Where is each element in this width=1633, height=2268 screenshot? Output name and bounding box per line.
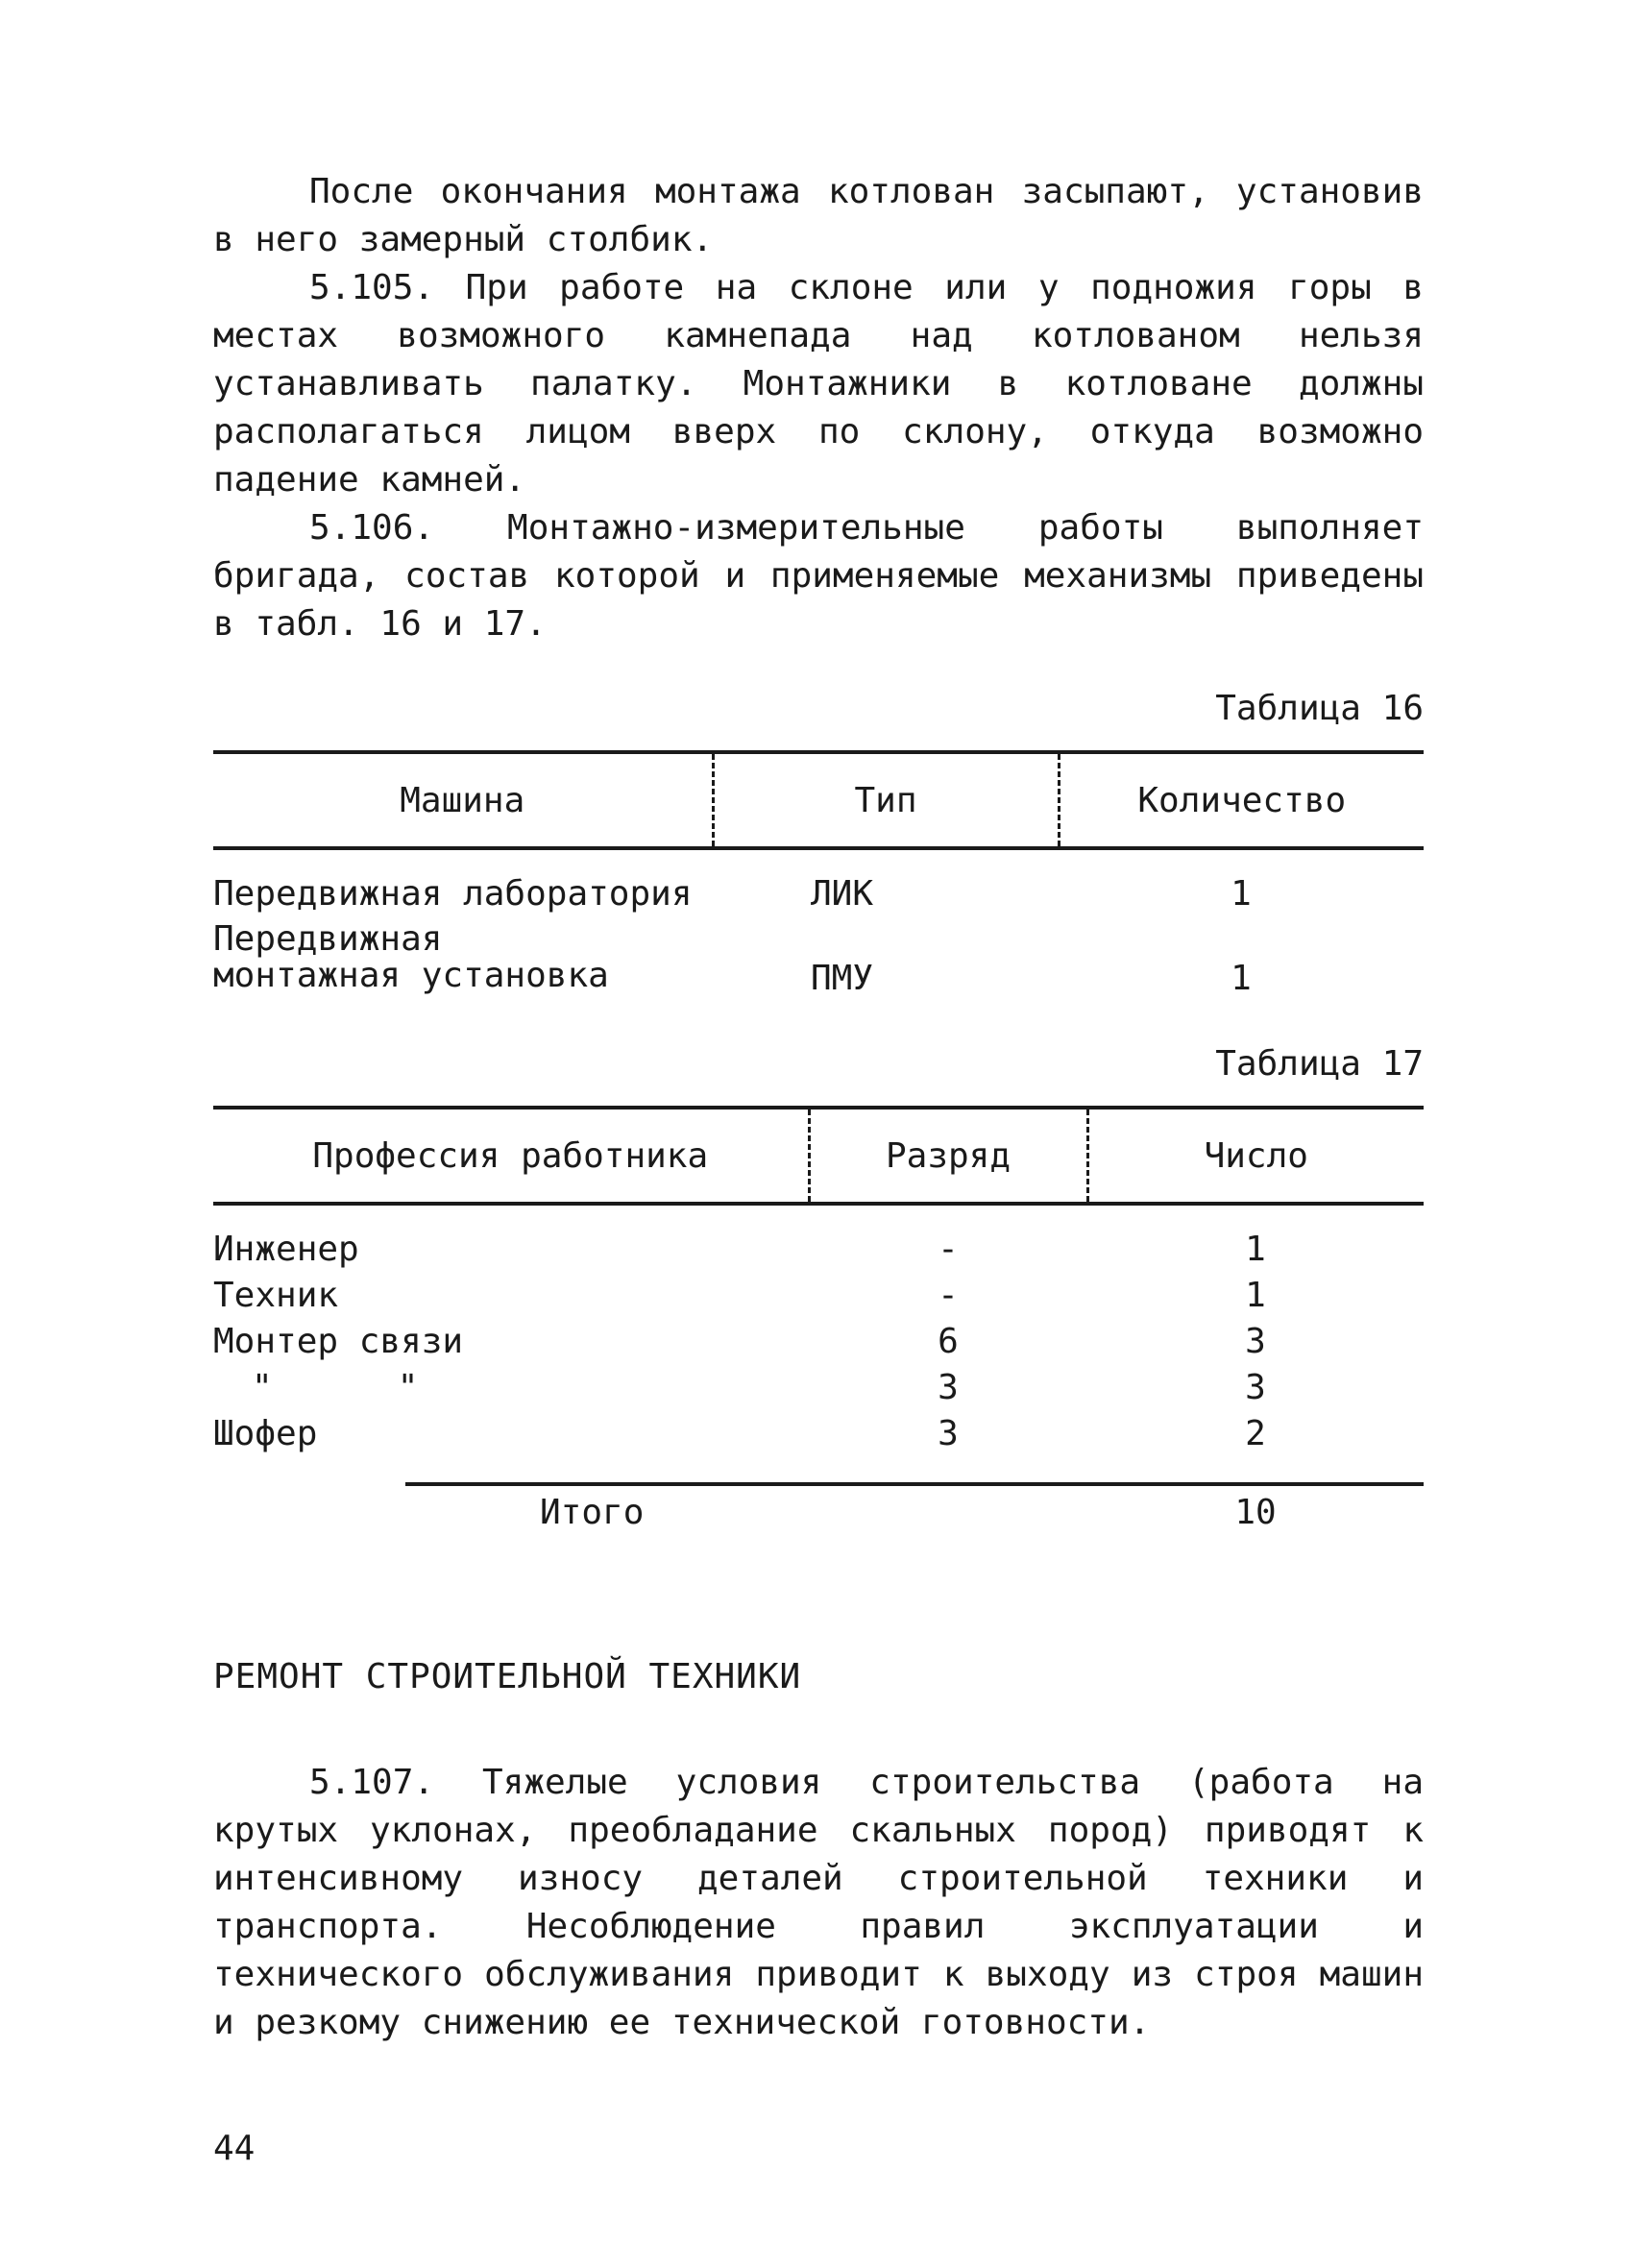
paragraph-5-107: 5.107. Тяжелые условия строительства (работа на крутых уклонах, преобладание скальных пород) приводят к интенсивному износу деталей строительной техники и транспорта. Несоблюдение правил эксплуатации и технического обслуживания приводит к выходу из строя машин и резкому снижению ее технической готовности. (213, 1763, 1424, 2042)
table-row (213, 917, 1424, 1002)
table-16 (213, 750, 1424, 1002)
table-row (213, 848, 1424, 917)
document-page (213, 168, 1424, 2047)
cell-grade: - (938, 1230, 959, 1269)
col-header-machine: Машина (213, 752, 713, 848)
table-17 (213, 1106, 1424, 1536)
col-header-quantity: Количество (1059, 752, 1424, 848)
table-header-row (213, 752, 1424, 848)
table-row (213, 1365, 1424, 1411)
page-number: 44 (213, 2129, 256, 2168)
cell-profession-ditto: " " (252, 1368, 419, 1407)
cell-grade: - (938, 1276, 959, 1315)
cell-count: 3 (1245, 1322, 1266, 1361)
cell-machine: Передвижная лаборатория (213, 874, 693, 914)
table-row (213, 1319, 1424, 1365)
paragraph-backfill: После окончания монтажа котлован засыпают, установив в него замерный столбик. (213, 172, 1424, 259)
cell-type: ПМУ (811, 959, 874, 998)
table-row (213, 1411, 1424, 1457)
total-value: 10 (1234, 1493, 1277, 1532)
col-header-count: Число (1087, 1108, 1424, 1204)
paragraph-5-106: 5.106. Монтажно-измерительные работы выполняет бригада, состав которой и применяемые механизмы приведены в табл. 16 и 17. (213, 508, 1424, 644)
cell-grade: 3 (938, 1368, 959, 1407)
table-row (213, 1273, 1424, 1319)
table-17-caption: Таблица 17 (1215, 1044, 1424, 1084)
cell-profession: Инженер (213, 1230, 359, 1269)
section-heading: РЕМОНТ СТРОИТЕЛЬНОЙ ТЕХНИКИ (213, 1657, 802, 1696)
col-header-type: Тип (713, 752, 1059, 848)
cell-grade: 3 (938, 1414, 959, 1453)
table-row (213, 1204, 1424, 1273)
cell-count: 3 (1245, 1368, 1266, 1407)
total-separator (213, 1457, 1424, 1486)
cell-type: ЛИК (811, 874, 874, 914)
col-header-grade: Разряд (809, 1108, 1087, 1204)
total-rule (1087, 1457, 1424, 1486)
total-row (213, 1486, 1424, 1536)
cell-machine: Передвижная монтажная установка (213, 919, 609, 995)
cell-quantity: 1 (1231, 959, 1252, 998)
total-rule (405, 1457, 809, 1486)
cell-grade: 6 (938, 1322, 959, 1361)
cell-count: 1 (1245, 1230, 1266, 1269)
cell-profession: Монтер связи (213, 1322, 464, 1361)
total-rule (809, 1457, 1087, 1486)
cell-profession: Шофер (213, 1414, 318, 1453)
paragraph-5-105: 5.105. При работе на склоне или у подножия горы в местах возможного камнепада над котлованом нельзя устанавливать палатку. Монтажники в котловане должны располагаться лицом вверх по склону, откуда возможно падение камней. (213, 268, 1424, 500)
cell-profession: Техник (213, 1276, 339, 1315)
col-header-profession: Профессия работника (213, 1108, 809, 1204)
table-header-row (213, 1108, 1424, 1204)
cell-count: 1 (1245, 1276, 1266, 1315)
table-16-caption: Таблица 16 (1215, 689, 1424, 728)
cell-count: 2 (1245, 1414, 1266, 1453)
total-label: Итого (540, 1493, 645, 1532)
cell-quantity: 1 (1231, 874, 1252, 914)
